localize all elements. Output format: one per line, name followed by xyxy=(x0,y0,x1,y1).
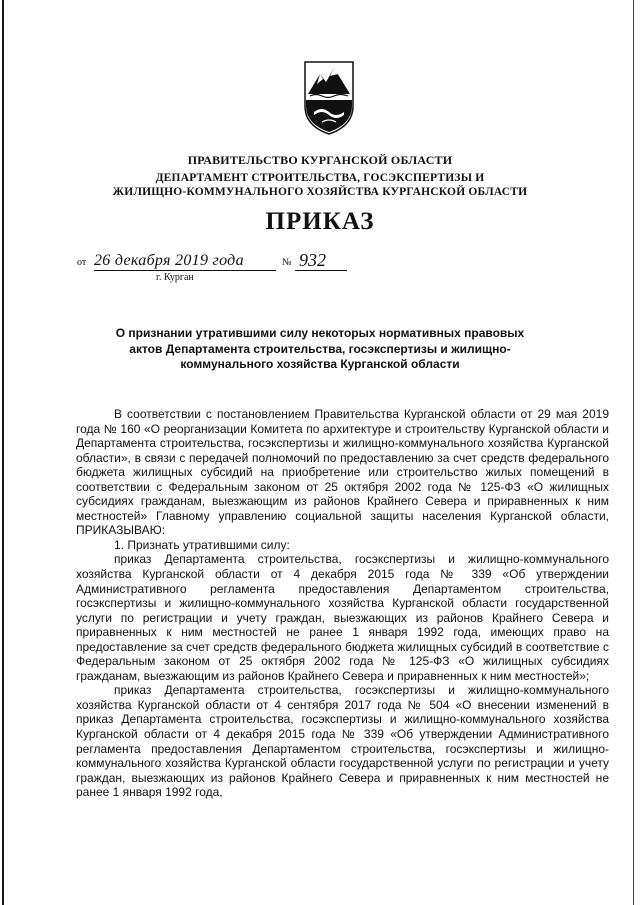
department-name-line2: ЖИЛИЩНО-КОММУНАЛЬНОГО ХОЗЯЙСТВА КУРГАНСКОЙ ОБЛАСТИ xyxy=(112,186,528,198)
order-body xyxy=(76,407,609,800)
order-dateline xyxy=(77,252,377,282)
number-underline xyxy=(295,270,347,271)
preamble-paragraph: В соответствии с постановлением Правительства Курганской области от 29 мая 2019 года № 160 «О реорганизации Комитета по архитектуре и строительству Курганской области и Департамента строительства, госэкспертизы и жилищно-коммунального хозяйства Курганской области», в связи с передачей полномочий по предоставлению за счет средств федерального бюджета жилищных субсидий на приобретение или строительство жилых помещений в соответствии с Федеральным законом от 25 октября 2002 года № 125-ФЗ «О жилищных субсидиях гражданам, выезжающим из районов Крайнего Севера и приравненных к ним местностей» Главному управлению социальной защиты населения Курганской области, ПРИКАЗЫВАЮ: xyxy=(76,407,609,538)
document-type-title: ПРИКАЗ xyxy=(265,208,375,235)
date-underline xyxy=(94,270,276,271)
kurgan-coat-of-arms-icon xyxy=(302,60,356,136)
order-heading: О признании утратившими силу некоторых нормативных правовых актов Департамента строительства, госэкспертизы и жилищно-коммунального хозяйства Курганской области xyxy=(115,326,525,371)
city-label: г. Курган xyxy=(156,272,194,283)
handwritten-order-number: 932 xyxy=(299,250,326,270)
handwritten-date: 26 декабря 2019 года xyxy=(94,252,244,269)
department-name-line1: ДЕПАРТАМЕНТ СТРОИТЕЛЬСТВА, ГОСЭКСПЕРТИЗЫ И xyxy=(155,172,485,184)
item-1: 1. Признать утратившими силу: xyxy=(114,537,290,552)
repealed-order-paragraph-1: приказ Департамента строительства, госэкспертизы и жилищно-коммунального хозяйства Курганской области от 4 декабря 2015 года № 339 «Об утверждении Административного регламента предоставления Департаментом строительства, госэкспертизы и жилищно-коммунального хозяйства Курганской области государственной услуги по регистрации и учету граждан, выезжающих из районов Крайнего Севера и приравненных к ним местностей не ранее 1 января 1992 года, имеющих право на предоставление за счет средств федерального бюджета жилищных субсидий в соответствие с Федеральным законом от 25 октября 2002 года № 125-ФЗ «О жилищных субсидиях гражданам, выезжающим из районов Крайнего Севера и приравненных к ним местностей»; xyxy=(76,552,609,683)
repealed-order-paragraph-2: приказ Департамента строительства, госэкспертизы и жилищно-коммунального хозяйства Курганской области от 4 сентября 2017 года № 504 «О внесении изменений в приказ Департамента строительства, госэкспертизы и жилищно-коммунального хозяйства Курганской области от 4 декабря 2015 года № 339 «Об утверждении Административного регламента предоставления Департаментом строительства, госэкспертизы и жилищно-коммунального хозяйства Курганской области государственной услуги по регистрации и учету граждан, выезжающих из районов Крайнего Севера и приравненных к ним местностей не ранее 1 января 1992 года, xyxy=(76,683,609,800)
date-from-label: от xyxy=(77,257,87,268)
government-name: ПРАВИТЕЛЬСТВО КУРГАНСКОЙ ОБЛАСТИ xyxy=(187,153,453,167)
scan-edge-right xyxy=(633,0,634,905)
number-label: № xyxy=(282,257,292,268)
scan-edge-left xyxy=(2,0,4,905)
